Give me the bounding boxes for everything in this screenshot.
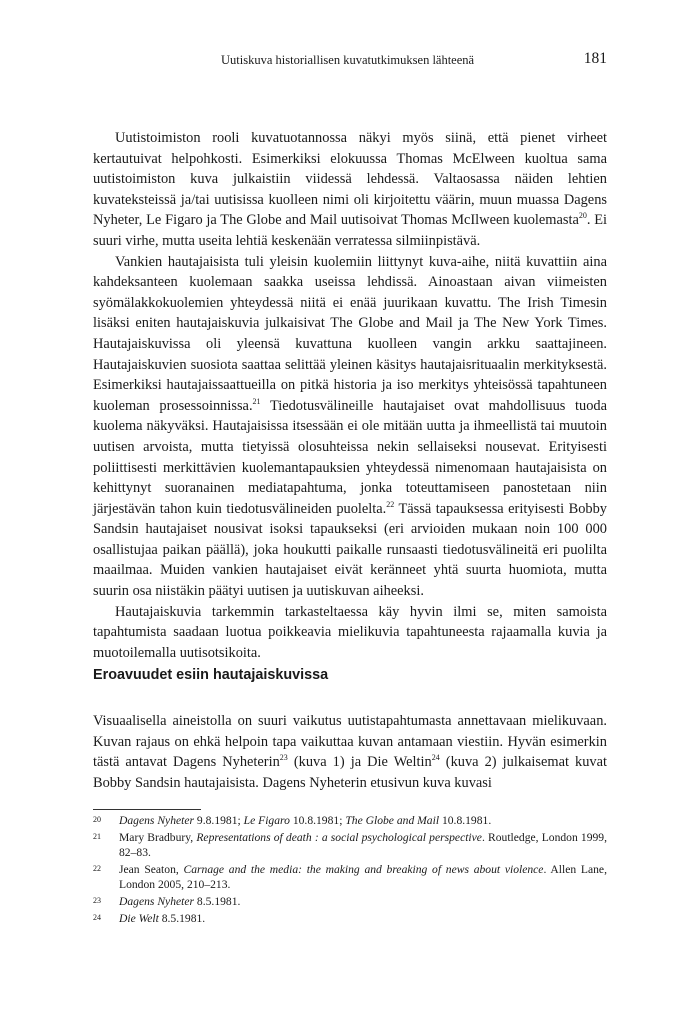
footnote: 21 Mary Bradbury, Representations of death : a social psychological perspective. Routledge, London 1999, 82–83. bbox=[93, 830, 607, 860]
footnote-number: 21 bbox=[93, 831, 101, 841]
paragraph: Hautajaiskuvia tarkemmin tarkasteltaessa käy hyvin ilmi se, miten samoista tapahtumista saadaan luotua poikkeavia mielikuvia tapahtuneesta rajaamalla kuvia ja muotoilemalla uutisotsikoita. bbox=[93, 603, 607, 661]
footnote-ref[interactable]: 24 bbox=[431, 753, 440, 763]
footnote-rule bbox=[93, 809, 201, 810]
footnote: 20 Dagens Nyheter 9.8.1981; Le Figaro 10.8.1981; The Globe and Mail 10.8.1981. bbox=[93, 814, 492, 827]
section-body-text bbox=[93, 711, 607, 793]
footnote-ref[interactable]: 21 bbox=[252, 396, 261, 406]
page-number: 181 bbox=[583, 50, 607, 67]
footnote: 24 Die Welt 8.5.1981. bbox=[93, 911, 206, 925]
footnote-ref[interactable]: 20 bbox=[578, 211, 587, 221]
footnote-ref[interactable]: 23 bbox=[279, 753, 288, 763]
paragraph: Visuaalisella aineistolla on suuri vaikutus uutistapahtumasta annettavaan mielikuvaan. Kuvan rajaus on ehkä helpoin tapa vaikuttaa kuvan antamaan viestiin. Hyvän esimerkin tästä antavat Dagens Nyheterin$^{23}$ (kuva 1) ja Die Weltin$^{24}$ (kuva 2) julkaisemat kuvat Bobby Sandsin hautajaisista. Dagens Nyheterin etusivun kuva kuvasi bbox=[93, 713, 607, 791]
running-header bbox=[93, 50, 607, 73]
paragraph: Uutistoimiston rooli kuvatuotannossa näkyi myös siinä, että pienet virheet kertautuivat helpohkosti. Esimerkiksi elokuussa Thomas McElween kuoltua sama uutistoimiston kuva julkaistiin viidessä lehdessä. Valtaosassa näiden lehtien kuvateksteissä ja/tai uutisissa kuolleen nimi oli kirjoitettu väärin, muun muassa Dagens Nyheter, Le Figaro ja The Globe and Mail uutisoivat Thomas McIlween kuolemasta$^{20}$. Ei suuri virhe, mutta useita lehtiä keskenään verratessa silmiinpistävä. bbox=[93, 130, 607, 249]
footnote-ref[interactable]: 22 bbox=[386, 499, 395, 509]
footnotes bbox=[93, 813, 607, 927]
running-title: Uutiskuva historiallisen kuvatutkimuksen lähteenä bbox=[221, 53, 475, 67]
footnote-number: 22 bbox=[93, 863, 101, 873]
paragraph: Vankien hautajaisista tuli yleisin kuolemiin liittynyt kuva-aihe, niitä kuvattiin aina kahdeksanteen kuolemaan saakka useissa lehdissä. Ainoastaan aivan viimeisten syömälakkokuolemien yhteydessä niitä ei enää juurikaan kuvattu. The Irish Timesin lisäksi eniten hautajaiskuvia julkaisivat The Globe and Mail ja The New York Times. Hautajaiskuvissa oli yleensä kuvattuna kuolleen vangin arkku saattajineen. Hautajaiskuvien suosiota saattaa selittää yleinen käsitys hautajaisrituaalin merkityksestä. Esimerkiksi hautajaissaattueilla on pitkä historia ja iso merkitys yhteisössä tapahtuneen kuoleman prosessoinnissa.$^{21}$ Tiedotusvälineille hautajaiset ovat mahdollisuus tuoda kuolema näkyväksi. Hautajaisissa itsessään ei ole mitään uutta ja ihmeellistä tai muutoin uutisen arvoista, mutta tietyissä olosuhteissa nekin sellaiseksi nousevat. Erityisesti poliittisesti merkittävien kuolemantapauksien yhteydessä nimenomaan hautajaisista on kehittynyt suoranainen mediatapahtuma, jonka toteuttamiseen panostetaan niin järjestävän tahon kuin tiedotusvälineiden puolelta.$^{22}$ Tässä tapauksessa erityisesti Bobby Sandsin hautajaiset nousivat isoksi tapaukseksi (eri arvioiden mukaan noin 100 000 osallistujaa paikan päällä), joka houkutti paikalle runsaasti tiedotusvälineitä eri puolilta maailmaa. Muiden vankien hautajaiset eivät keränneet yhtä suurta huomiota, mutta suurin osa niistäkin päätyi uutisen ja uutiskuvan aiheeksi. bbox=[93, 253, 607, 600]
footnote-number: 23 bbox=[93, 895, 101, 905]
footnote: 22 Jean Seaton, Carnage and the media: the making and breaking of news about violence. Allen Lane, London 2005, 210–213. bbox=[93, 862, 607, 892]
footnote-number: 24 bbox=[93, 912, 101, 922]
section-heading: Eroavuudet esiin hautajaiskuvissa bbox=[93, 667, 329, 683]
body-text bbox=[93, 128, 607, 663]
footnote-number: 20 bbox=[93, 815, 101, 824]
footnote: 23 Dagens Nyheter 8.5.1981. bbox=[93, 894, 241, 908]
